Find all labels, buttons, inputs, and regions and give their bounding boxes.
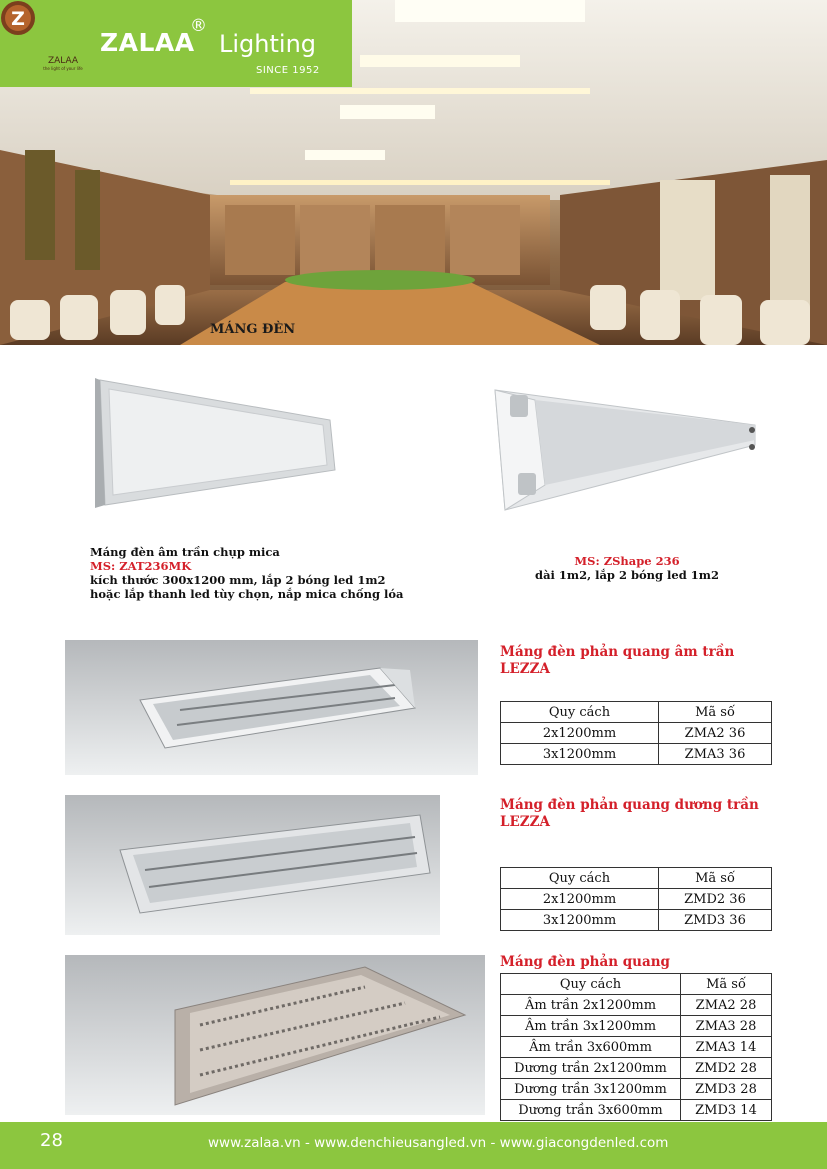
table-row	[501, 723, 772, 744]
row-spec: Âm trần 3x1200mm	[501, 1016, 681, 1037]
row-spec: 3x1200mm	[501, 744, 659, 765]
table-row	[501, 1058, 772, 1079]
table-header-row	[501, 974, 772, 995]
lezza-surface-title	[500, 797, 759, 831]
table-row	[501, 889, 772, 910]
row-spec: 2x1200mm	[501, 889, 659, 910]
zshape-fixture-image	[490, 385, 770, 515]
row-code: ZMD3 36	[659, 910, 772, 931]
logo-panel	[0, 0, 352, 87]
row-code: ZMD3 28	[681, 1079, 772, 1100]
row-spec: 3x1200mm	[501, 910, 659, 931]
table-row	[501, 995, 772, 1016]
page-number: 28	[40, 1130, 63, 1151]
hero-banner	[0, 0, 827, 345]
lezza-surface-title-line1: Máng đèn phản quang dương trần	[500, 797, 759, 813]
mica-description	[90, 545, 403, 601]
lezza-recessed-title-line1: Máng đèn phản quang âm trần	[500, 644, 735, 660]
zshape-code: MS: ZShape 236	[574, 554, 680, 568]
row-spec: Dương trần 3x1200mm	[501, 1079, 681, 1100]
zalaa-logo-icon	[0, 0, 36, 36]
row-spec: Dương trần 3x600mm	[501, 1100, 681, 1121]
row-spec: 2x1200mm	[501, 723, 659, 744]
row-code: ZMA3 14	[681, 1037, 772, 1058]
table-header-row	[501, 868, 772, 889]
row-code: ZMD2 28	[681, 1058, 772, 1079]
row-spec: Dương trần 2x1200mm	[501, 1058, 681, 1079]
lezza-recessed-table	[500, 701, 772, 765]
header-spec: Quy cách	[501, 868, 659, 889]
brand-product-line: Lighting	[219, 30, 317, 58]
row-code: ZMD2 36	[659, 889, 772, 910]
table-row	[501, 744, 772, 765]
footer-bar	[0, 1122, 827, 1169]
row-code: ZMD3 14	[681, 1100, 772, 1121]
row-code: ZMA3 36	[659, 744, 772, 765]
table-header-row	[501, 702, 772, 723]
table-row	[501, 910, 772, 931]
lezza-surface-image	[65, 795, 440, 935]
reflector-table	[500, 973, 772, 1121]
reflector-fixture-image	[65, 955, 485, 1115]
mica-troffer-image	[95, 375, 345, 510]
header-code: Mã số	[659, 702, 772, 723]
mica-code: MS: ZAT236MK	[90, 559, 192, 573]
row-spec: Âm trần 2x1200mm	[501, 995, 681, 1016]
row-code: ZMA2 28	[681, 995, 772, 1016]
zshape-description	[522, 554, 732, 582]
mica-size: kích thước 300x1200 mm, lắp 2 bóng led 1m2	[90, 573, 386, 587]
header-spec: Quy cách	[501, 974, 681, 995]
logo-sub-text: ZALAA	[47, 56, 79, 66]
lezza-recessed-image	[65, 640, 478, 775]
lezza-recessed-title	[500, 644, 734, 678]
header-spec: Quy cách	[501, 702, 659, 723]
section-title: MÁNG ĐÈN	[210, 322, 296, 337]
table-row	[501, 1037, 772, 1058]
table-row	[501, 1100, 772, 1121]
lezza-surface-table	[500, 867, 772, 931]
reflector-title: Máng đèn phản quang	[500, 954, 670, 970]
mica-name: Máng đèn âm trần chụp mica	[90, 545, 280, 559]
table-row	[501, 1079, 772, 1100]
zshape-size: dài 1m2, lắp 2 bóng led 1m2	[535, 568, 719, 582]
footer-links[interactable]: www.zalaa.vn - www.denchieusangled.vn - www.giacongdenled.com	[208, 1135, 669, 1151]
logo-tagline: the light of your life	[43, 66, 83, 71]
registered-mark: ®	[190, 16, 207, 36]
mica-option: hoặc lắp thanh led tùy chọn, nắp mica chống lóa	[90, 587, 404, 601]
row-code: ZMA3 28	[681, 1016, 772, 1037]
svg-text:Z: Z	[11, 8, 25, 30]
logo-wordmark	[38, 56, 88, 71]
table-row	[501, 1016, 772, 1037]
lezza-recessed-title-line2: LEZZA	[500, 661, 550, 677]
header-code: Mã số	[681, 974, 772, 995]
brand-name: ZALAA	[100, 28, 195, 57]
row-spec: Âm trần 3x600mm	[501, 1037, 681, 1058]
brand-since: SINCE 1952	[256, 65, 320, 76]
header-code: Mã số	[659, 868, 772, 889]
row-code: ZMA2 36	[659, 723, 772, 744]
lezza-surface-title-line2: LEZZA	[500, 814, 550, 830]
